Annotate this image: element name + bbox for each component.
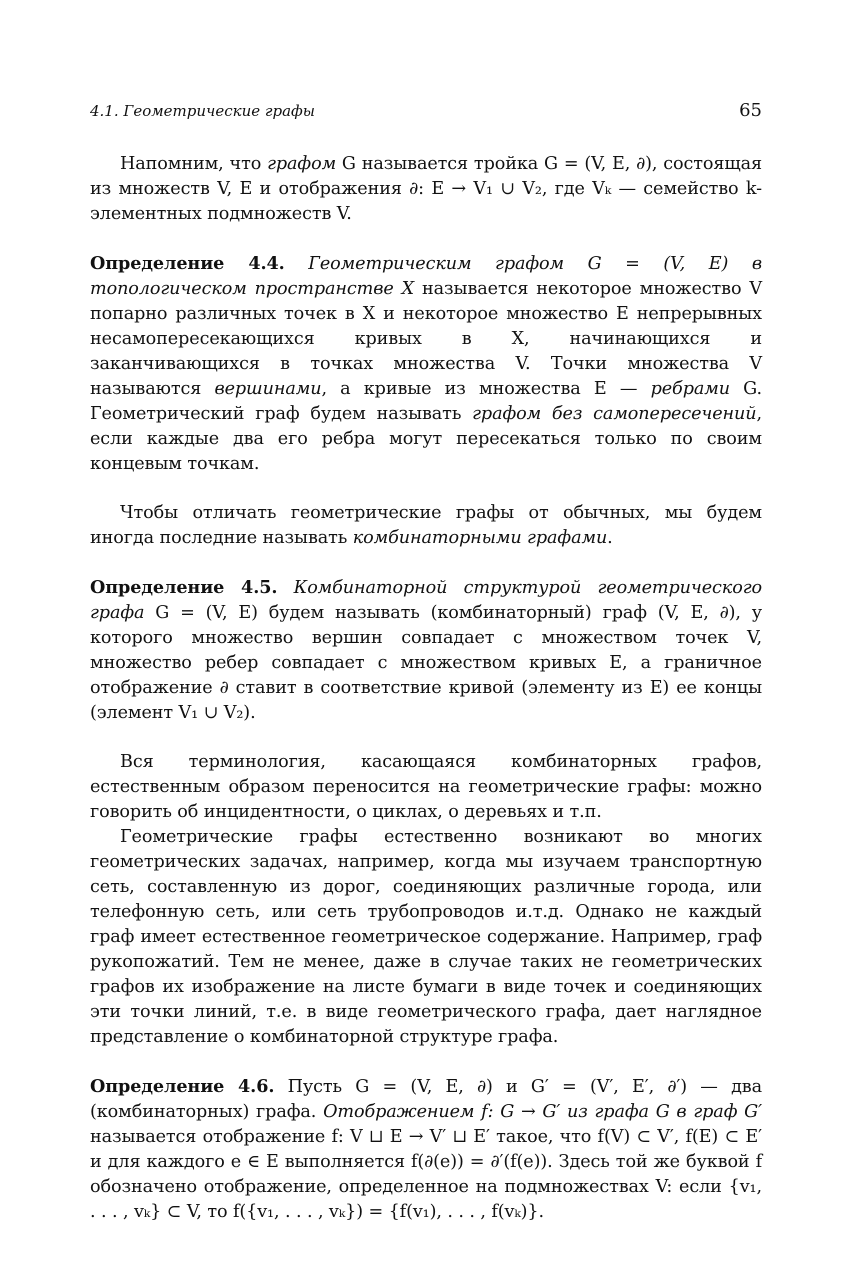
text: G называется тройка G = (V, E, ∂), состоящая из множеств V, E и отображения ∂: E → V₁ ∪ V₂, где Vₖ — семейство k-элементных подмножеств V. xyxy=(90,154,762,224)
text: . xyxy=(607,528,613,548)
emphasis: ребрами xyxy=(650,379,730,399)
paragraph-geometric-examples: Геометрические графы естественно возникают во многих геометрических задачах, например, когда мы изучаем транспортную сеть, составленную из дорог, соединяющих различные города, или телефонную сеть, или сеть трубопроводов и.т.д. Однако не каждый граф имеет естественное геометрическое содержание. Например, граф рукопожатий. Тем не менее, даже в случае таких не геометрических графов их изображение на листе бумаги в виде точек и соединяющих эти точки линий, т.е. в виде геометрического графа, дает наглядное представление о комбинаторной структуре графа. xyxy=(90,827,762,1047)
definition-label: Определение 4.5. xyxy=(90,577,278,598)
emphasis: Геометрическим графом G = (V, E) в топологическом пространстве X xyxy=(90,254,762,299)
page xyxy=(90,100,762,1225)
text: Чтобы отличать геометрические графы от обычных, мы будем иногда последние называть xyxy=(90,503,762,548)
text: Пусть G = (V, E, ∂) и G′ = (V′, E′, ∂′) — два (комбинаторных) графа. xyxy=(90,1077,763,1122)
paragraph-graph-recall xyxy=(90,152,762,227)
text: G = (V, E) будем называть (комбинаторный) граф (V, E, ∂), у которого множество вершин совпадает с множеством точек V, множество ребер совпадает с множеством кривых E, а граничное отображение ∂ ставит в соответствие кривой (элементу из E) ее концы (элемент V₁ ∪ V₂). xyxy=(90,603,762,723)
emphasis: графом xyxy=(267,154,337,174)
text: G. Геометрический граф будем называть xyxy=(90,379,763,424)
page-number: 65 xyxy=(739,100,762,121)
text: Напомним, что xyxy=(120,154,268,174)
emphasis: комбинаторными графами xyxy=(352,528,608,548)
running-title: 4.1. Геометрические графы xyxy=(90,102,315,120)
emphasis: вершинами xyxy=(214,379,322,399)
paragraph-combinatorial-graphs xyxy=(90,501,762,551)
emphasis: графом без самопересечений xyxy=(472,404,757,424)
text: , если каждые два его ребра могут пересекаться только по своим концевым точкам. xyxy=(90,404,762,474)
paragraph-terminology: Вся терминология, касающаяся комбинаторных графов, естественным образом переносится на геометрические графы: можно говорить об инцидентности, о циклах, о деревьях и т.п. xyxy=(90,752,762,822)
text: называется отображение f: V ⊔ E → V′ ⊔ E′ такое, что f(V) ⊂ V′, f(E) ⊂ E′ и для каждого e ∈ E выполняется f(∂(e)) = ∂′(f(e)). Здесь той же буквой f обозначено отображение, определенное на подмножествах V: если {v₁, . . . , vₖ} ⊂ V, то f({v₁, . . . , vₖ}) = {f(v₁), . . . , f(vₖ)}. xyxy=(90,1127,762,1222)
emphasis: Комбинаторной структурой геометрического графа xyxy=(90,578,762,623)
definition-label: Определение 4.4. xyxy=(90,253,285,274)
text: , а кривые из множества E — xyxy=(321,379,651,399)
text: называется некоторое множество V попарно различных точек в X и некоторое множество E непрерывных несамопересекающихся кривых в X, начинающихся и заканчивающихся в точках множества V. Точки множества V называются xyxy=(90,279,762,399)
emphasis: Отображением f: G → G′ из графа G в граф G′ xyxy=(323,1102,762,1122)
definition-4-5 xyxy=(90,575,762,726)
page-header xyxy=(90,100,762,134)
definition-4-6 xyxy=(90,1074,762,1225)
definition-label: Определение 4.6. xyxy=(90,1076,275,1097)
definition-4-4 xyxy=(90,251,762,477)
